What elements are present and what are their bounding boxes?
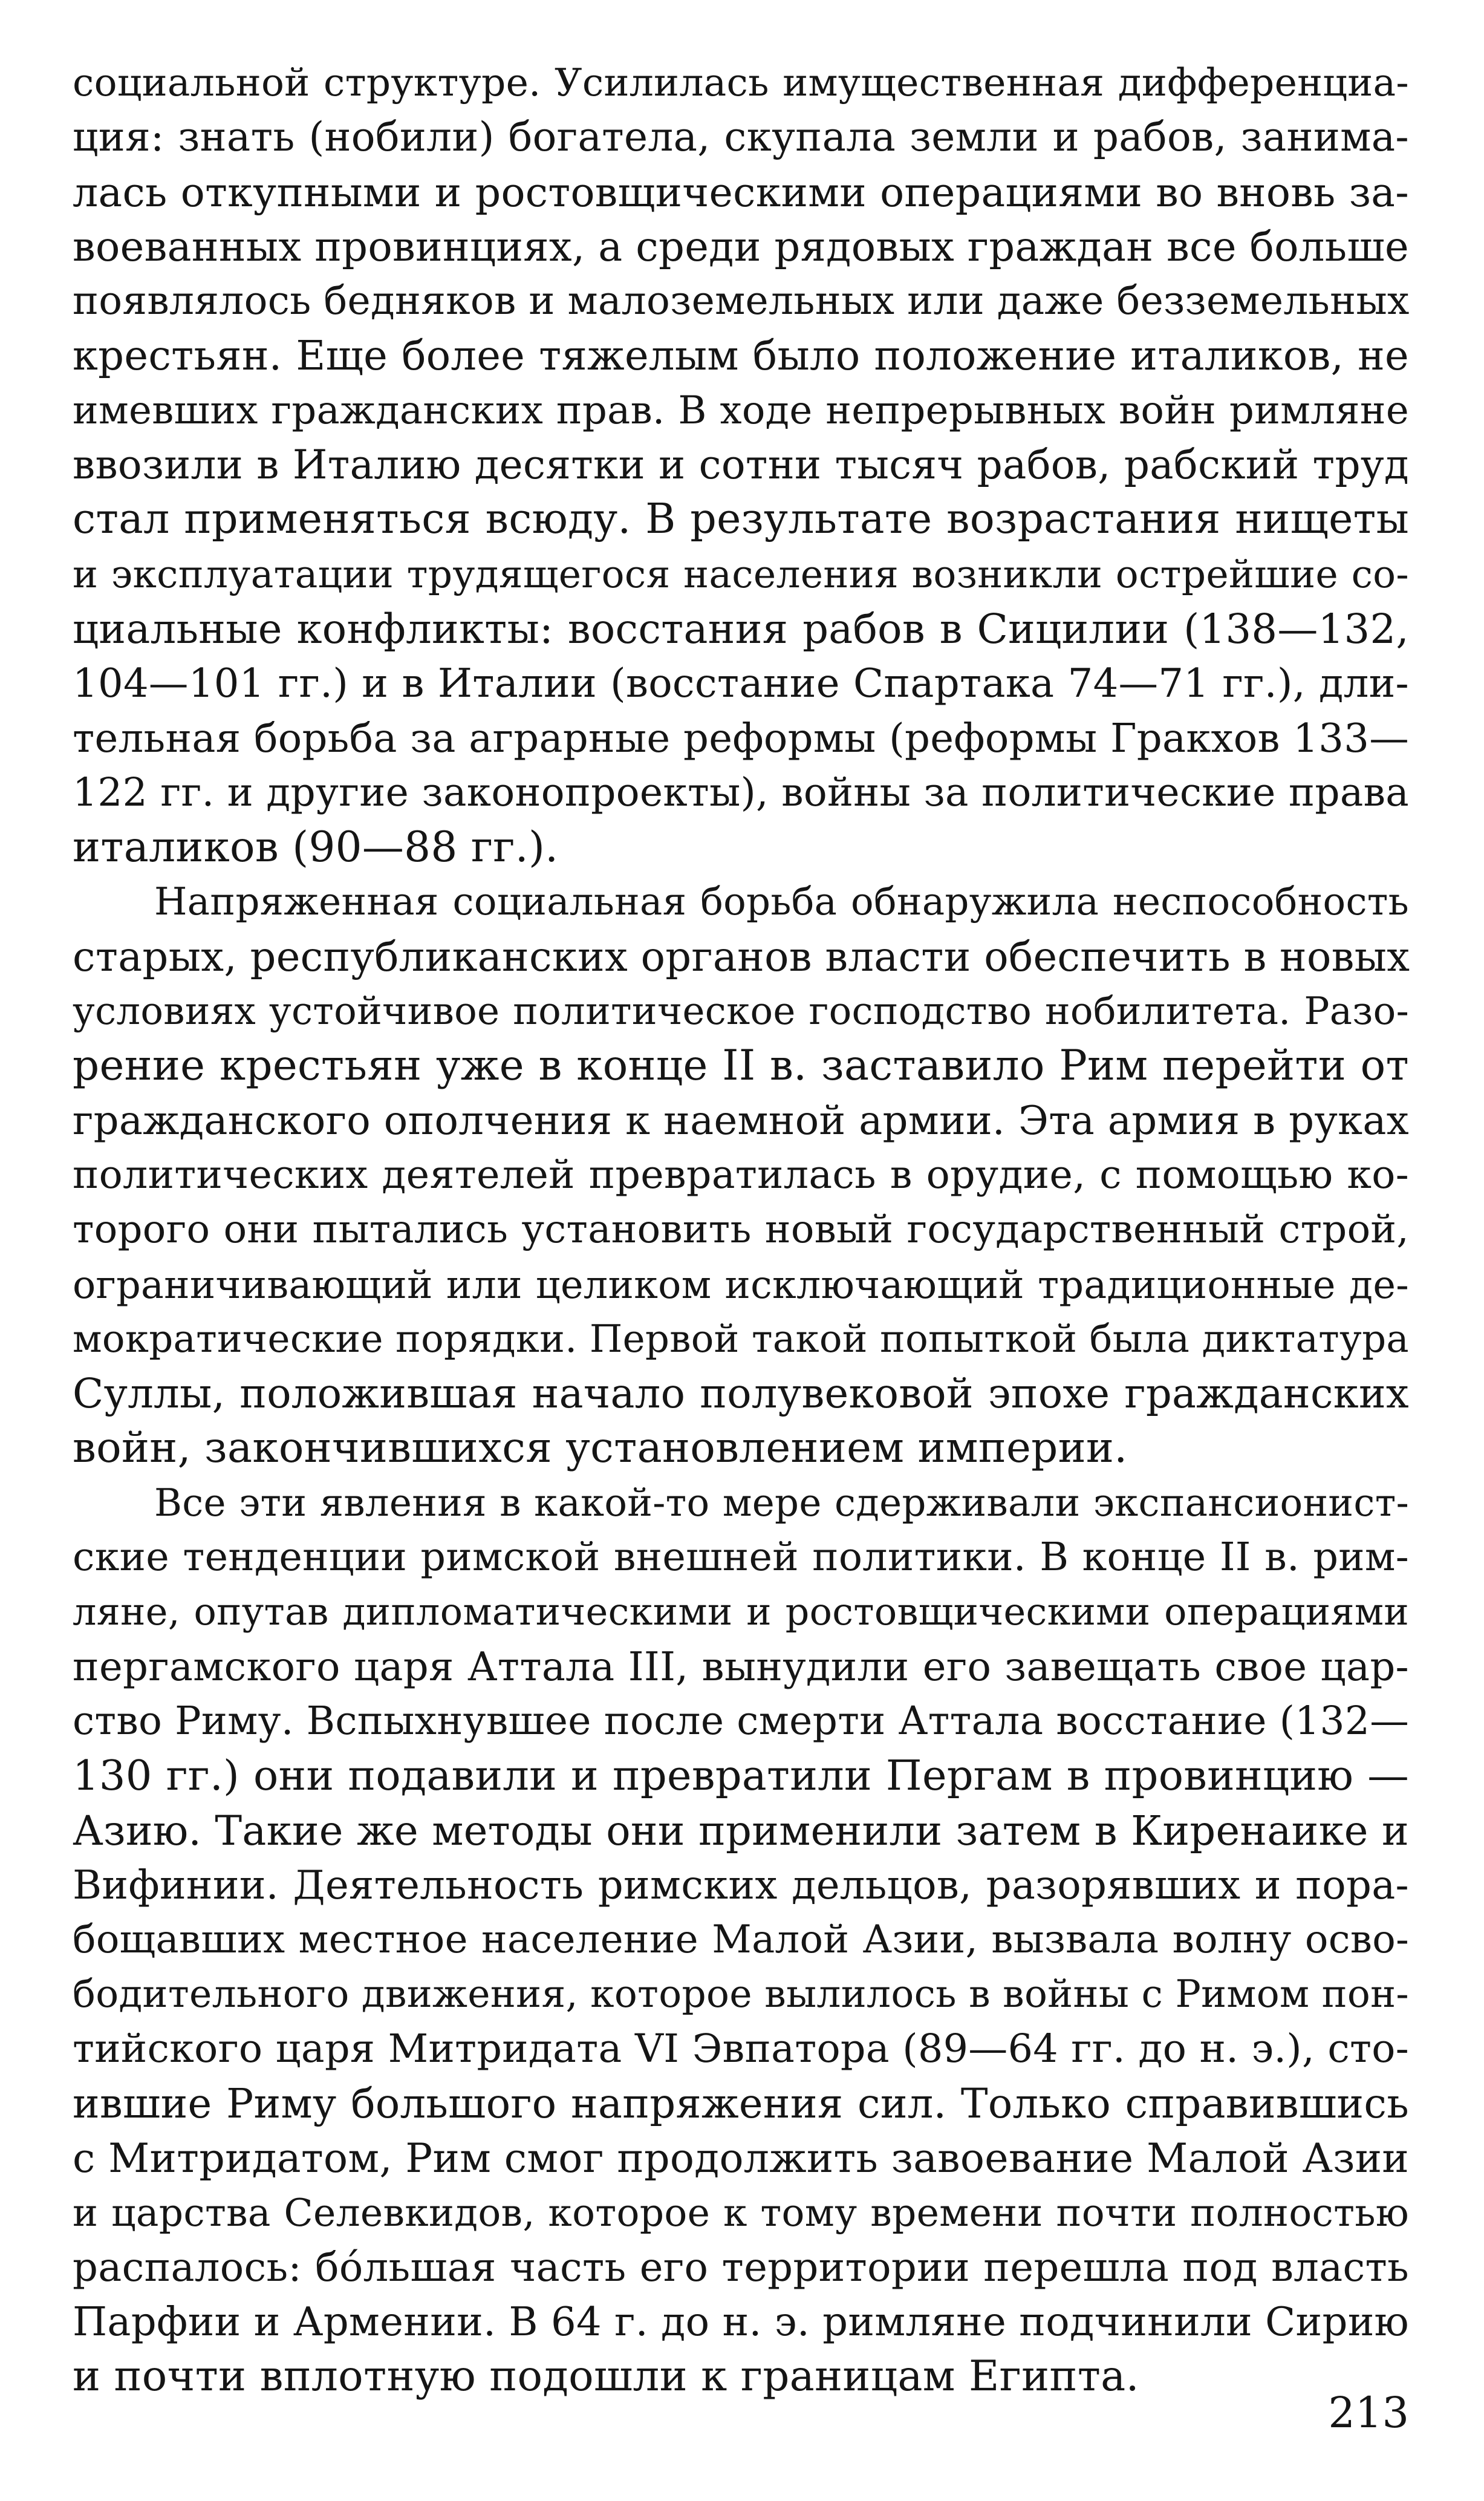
text-line: крестьян. Еще более тяжелым было положение италиков, не xyxy=(73,332,1409,380)
text-line: появлялось бедняков и малоземельных или даже безземельных xyxy=(73,278,1410,324)
text-line: старых, республиканских органов власти обеспечить в новых xyxy=(73,933,1410,980)
text-line: мократические порядки. Первой такой попыткой была диктатура xyxy=(73,1316,1409,1361)
text-line: тийского царя Митридата VI Эвпатора (89—64 гг. до н. э.), сто- xyxy=(73,2026,1409,2072)
text-line: Суллы, положившая начало полувековой эпохе гражданских xyxy=(73,1370,1409,1418)
text-line: гражданского ополчения к наемной армии. Эта армия в руках xyxy=(73,1097,1409,1144)
text-line: ские тенденции римской внешней политики. В конце II в. рим- xyxy=(73,1534,1409,1580)
text-line: торого они пытались установить новый государственный строй, xyxy=(73,1207,1409,1253)
page-number: 213 xyxy=(1328,2388,1409,2437)
text-line: распалось: бо́льшая часть его территории перешла под власть xyxy=(73,2244,1409,2291)
text-line: политических деятелей превратилась в орудие, с помощью ко- xyxy=(73,1152,1409,1198)
text-line: ция: знать (нобили) богатела, скупала земли и рабов, занима- xyxy=(73,114,1409,161)
text-line: бодительного движения, которое вылилось в войны с Римом пон- xyxy=(73,1972,1409,2017)
paragraph xyxy=(73,1476,1409,2404)
text-line: лась откупными и ростовщическими операциями во вновь за- xyxy=(73,168,1409,216)
text-line: Все эти явления в какой-то мере сдерживали экспансионист- xyxy=(154,1480,1409,1525)
text-line: социальной структуре. Усилилась имущественная дифференциа- xyxy=(73,60,1409,105)
text-line: ляне, опутав дипломатическими и ростовщическими операциями xyxy=(73,1590,1409,1634)
text-line: воеванных провинциях, а среди рядовых граждан все больше xyxy=(73,223,1409,270)
text-line: условиях устойчивое политическое господство нобилитета. Разо- xyxy=(73,989,1409,1034)
text-line: войн, закончившихся установлением империи. xyxy=(73,1424,1128,1473)
text-line: ство Риму. Вспыхнувшее после смерти Аттала восстание (132— xyxy=(73,1698,1409,1744)
text-line: италиков (90—88 гг.). xyxy=(73,823,559,872)
text-line: бощавших местное население Малой Азии, вызвала волну осво- xyxy=(73,1917,1409,1963)
text-line: Напряженная социальная борьба обнаружила неспособность xyxy=(154,879,1409,924)
text-line: стал применяться всюду. В результате возрастания нищеты xyxy=(73,495,1409,544)
text-line: ившие Риму большого напряжения сил. Только справившись xyxy=(73,2079,1409,2127)
text-line: с Митридатом, Рим смог продолжить завоевание Малой Азии xyxy=(73,2134,1409,2182)
paragraph xyxy=(73,875,1409,1475)
text-line: Вифинии. Деятельность римских дельцов, разорявших и пора- xyxy=(73,1862,1409,1908)
page-body xyxy=(73,56,1409,2404)
text-line: ограничивающий или целиком исключающий традиционные де- xyxy=(73,1262,1409,1307)
text-line: Парфии и Армении. В 64 г. до н. э. римляне подчинили Сирию xyxy=(73,2299,1409,2346)
text-line: и почти вплотную подошли к границам Египта. xyxy=(73,2352,1139,2401)
paragraph xyxy=(73,56,1409,875)
text-line: и царства Селевкидов, которое к тому времени почти полностью xyxy=(73,2190,1409,2235)
text-line: имевших гражданских прав. В ходе непрерывных войн римляне xyxy=(73,388,1409,433)
text-line: рение крестьян уже в конце II в. заставило Рим перейти от xyxy=(73,1042,1409,1091)
text-line: ввозили в Италию десятки и сотни тысяч рабов, рабский труд xyxy=(73,442,1409,489)
text-line: тельная борьба за аграрные реформы (реформы Гракхов 133— xyxy=(73,715,1409,761)
text-line: циальные конфликты: восстания рабов в Сицилии (138—132, xyxy=(73,605,1409,653)
text-line: пергамского царя Аттала III, вынудили его завещать свое цар- xyxy=(73,1643,1409,1690)
text-line: Азию. Такие же методы они применили затем в Киренаике и xyxy=(73,1807,1409,1854)
text-line: 104—101 гг.) и в Италии (восстание Спартака 74—71 гг.), дли- xyxy=(73,660,1409,707)
text-line: 122 гг. и другие законопроекты), войны за политические права xyxy=(73,769,1409,815)
text-line: 130 гг.) они подавили и превратили Пергам в провинцию — xyxy=(73,1752,1409,1801)
text-line: и эксплуатации трудящегося населения возникли острейшие со- xyxy=(73,552,1409,596)
